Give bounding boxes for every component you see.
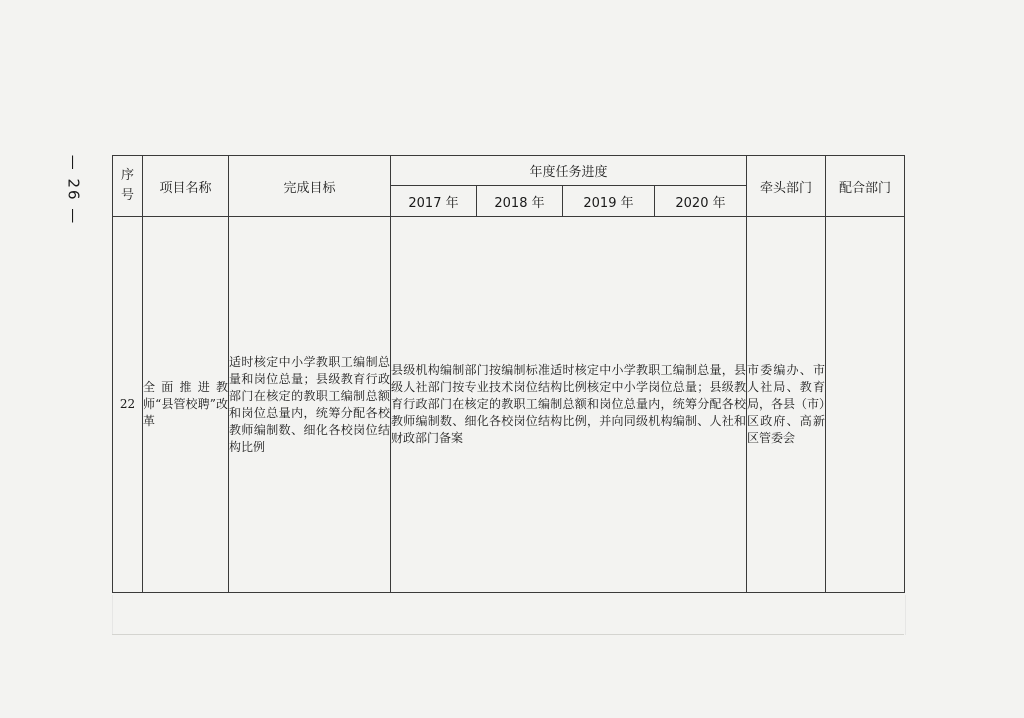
header-year-2018: 2018 年 bbox=[477, 186, 563, 217]
row-lead-dept: 市委编办、市人社局、教育局，各县（市）区政府、高新区管委会 bbox=[747, 217, 826, 593]
row-project-name: 全面推进教师“县管校聘”改革 bbox=[143, 217, 229, 593]
header-progress: 年度任务进度 bbox=[391, 156, 747, 186]
header-lead: 牵头部门 bbox=[747, 156, 826, 217]
header-year-2020: 2020 年 bbox=[655, 186, 747, 217]
header-name: 项目名称 bbox=[143, 156, 229, 217]
header-partner: 配合部门 bbox=[826, 156, 905, 217]
bleed-through-line bbox=[112, 634, 904, 635]
page-number-text: — 26 — bbox=[64, 154, 82, 226]
task-table bbox=[112, 155, 905, 593]
header-year-2019: 2019 年 bbox=[563, 186, 655, 217]
table-row bbox=[113, 217, 905, 593]
row-progress: 县级机构编制部门按编制标准适时核定中小学教职工编制总量，县级人社部门按专业技术岗位结构比例核定中小学岗位总量；县级教育行政部门在核定的教职工编制总额和岗位总量内，统筹分配各校教师编制数、细化各校岗位结构比例，并向同级机构编制、人社和财政部门备案 bbox=[391, 217, 747, 593]
page-number bbox=[58, 150, 88, 230]
header-row-1 bbox=[113, 156, 905, 186]
row-seq: 22 bbox=[113, 217, 143, 593]
header-year-2017: 2017 年 bbox=[391, 186, 477, 217]
header-seq bbox=[113, 156, 143, 217]
header-seq-text: 序号 bbox=[120, 168, 134, 203]
row-goal: 适时核定中小学教职工编制总量和岗位总量；县级教育行政部门在核定的教职工编制总额和岗位总量内，统筹分配各校教师编制数、细化各校岗位结构比例 bbox=[229, 217, 391, 593]
row-partner-dept bbox=[826, 217, 905, 593]
bleed-through-area bbox=[112, 595, 906, 635]
header-goal: 完成目标 bbox=[229, 156, 391, 217]
